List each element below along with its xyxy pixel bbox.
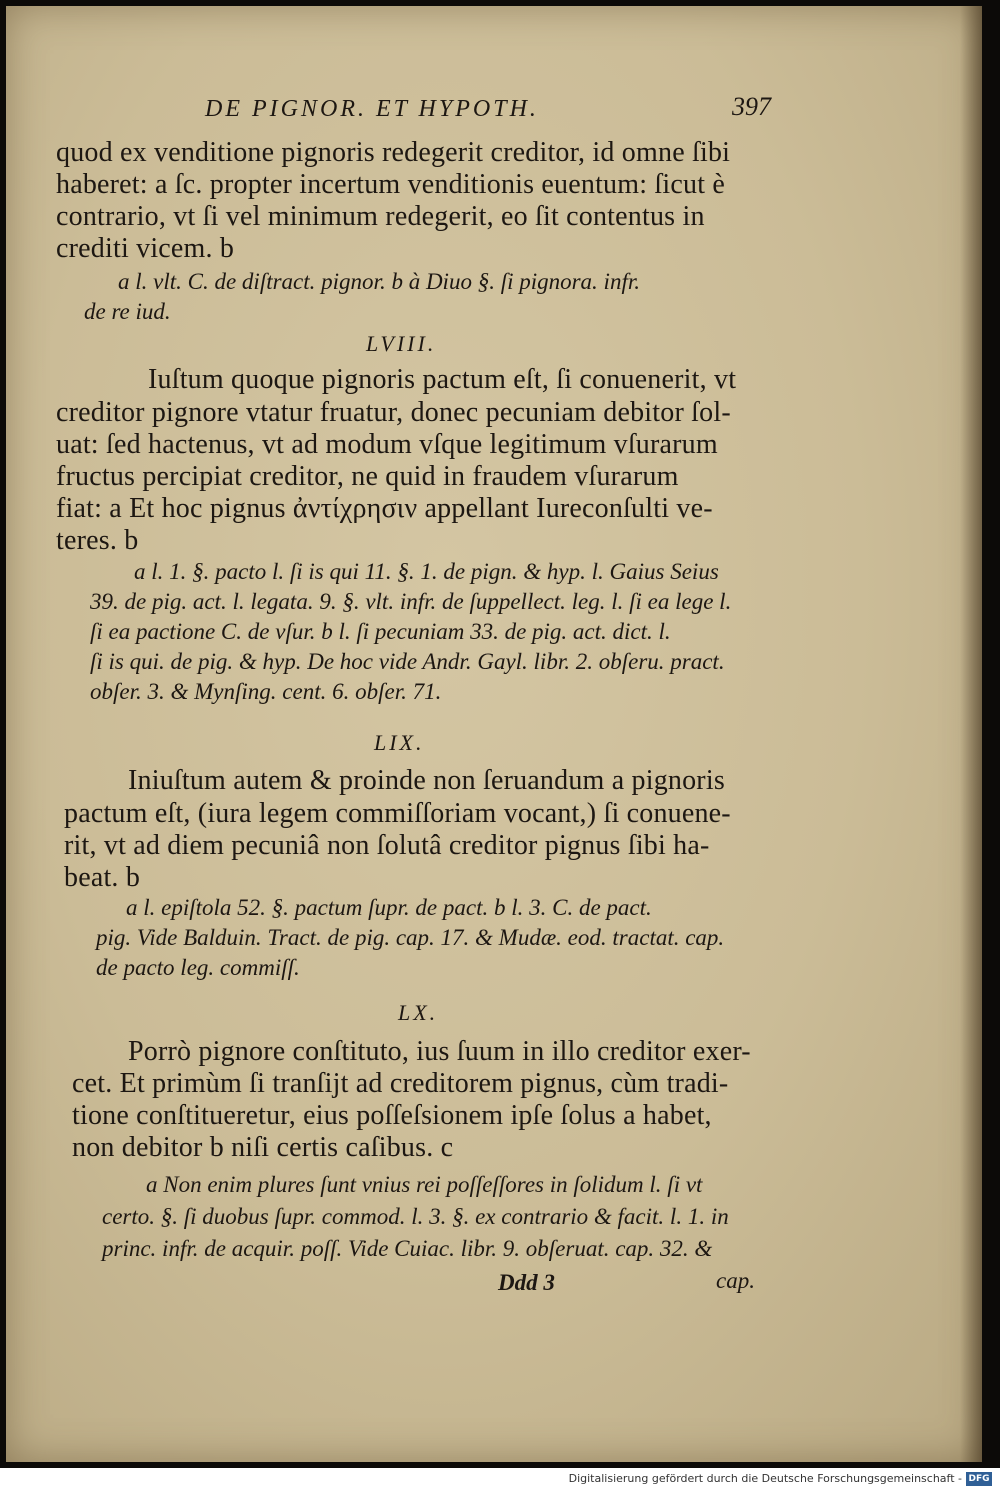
text-line: Porrò pignore conſtituto, ius ſuum in illo creditor exer- bbox=[128, 1036, 751, 1067]
section-heading: LIX. bbox=[374, 730, 425, 755]
text-line: tione conſtitueretur, eius poſſeſsionem ipſe ſolus a habet, bbox=[72, 1100, 712, 1131]
page-number: 397 bbox=[732, 92, 771, 121]
text-line: Iuſtum quoque pignoris pactum eſt, ſi conuenerit, vt bbox=[148, 364, 737, 395]
digitization-footer bbox=[0, 1468, 1000, 1491]
footnote-line: ſi is qui. de pig. & hyp. De hoc vide Andr. Gayl. libr. 2. obſeru. pract. bbox=[90, 649, 725, 674]
page-gutter-shadow bbox=[960, 6, 982, 1462]
footnote-line: a l. epiſtola 52. §. pactum ſupr. de pact. b l. 3. C. de pact. bbox=[126, 895, 652, 920]
text-line: crediti vicem. b bbox=[56, 233, 235, 264]
footnote-line: de pacto leg. commiſſ. bbox=[96, 955, 300, 980]
footnote-line: pig. Vide Balduin. Tract. de pig. cap. 17. & Mudæ. eod. tractat. cap. bbox=[96, 925, 725, 950]
section-heading: LX. bbox=[398, 1000, 439, 1025]
section-heading: LVIII. bbox=[366, 331, 437, 356]
text-line: teres. b bbox=[56, 525, 139, 556]
running-head: DE PIGNOR. ET HYPOTH. bbox=[205, 96, 539, 122]
footnote-line: certo. §. ſi duobus ſupr. commod. l. 3. §. ex contrario & facit. l. 1. in bbox=[102, 1204, 729, 1229]
text-line: Iniuſtum autem & proinde non ſeruandum a pignoris bbox=[128, 765, 725, 796]
footnote-line: a l. 1. §. pacto l. ſi is qui 11. §. 1. de pign. & hyp. l. Gaius Seius bbox=[134, 559, 719, 584]
text-line: beat. b bbox=[64, 862, 141, 893]
text-line: non debitor b niſi certis caſibus. c bbox=[72, 1132, 454, 1163]
text-line: cet. Et primùm ſi tranſijt ad creditorem pignus, cùm tradi- bbox=[72, 1068, 729, 1099]
text-line: haberet: a ſc. propter incertum venditionis euentum: ſicut è bbox=[56, 169, 726, 200]
text-line: contrario, vt ſi vel minimum redegerit, eo ſit contentus in bbox=[56, 201, 705, 232]
text-line: quod ex venditione pignoris redegerit creditor, id omne ſibi bbox=[56, 137, 731, 168]
text-line: creditor pignore vtatur fruatur, donec pecuniam debitor ſol- bbox=[56, 397, 731, 428]
signature-mark: Ddd 3 bbox=[498, 1270, 555, 1295]
footnote-line: princ. infr. de acquir. poſſ. Vide Cuiac. libr. 9. obſeruat. cap. 32. & bbox=[102, 1236, 713, 1261]
text-line: uat: ſed hactenus, vt ad modum vſque legitimum vſurarum bbox=[56, 429, 718, 460]
funding-credit: Digitalisierung gefördert durch die Deutsche Forschungsgemeinschaft - bbox=[568, 1472, 962, 1485]
footnote-line: obſer. 3. & Mynſing. cent. 6. obſer. 71. bbox=[90, 679, 442, 704]
text-line: pactum eſt, (iura legem commiſſoriam vocant,) ſi conuene- bbox=[64, 798, 731, 829]
catchword: cap. bbox=[716, 1268, 755, 1293]
text-line: rit, vt ad diem pecuniâ non ſolutâ creditor pignus ſibi ha- bbox=[64, 830, 710, 861]
footnote-line: ſi ea pactione C. de vſur. b l. ſi pecuniam 33. de pig. act. dict. l. bbox=[90, 619, 671, 644]
footnote-line: 39. de pig. act. l. legata. 9. §. vlt. infr. de ſuppellect. leg. l. ſi ea lege l. bbox=[90, 589, 732, 614]
footnote-line: a Non enim plures ſunt vnius rei poſſeſſores in ſolidum l. ſi vt bbox=[146, 1172, 703, 1197]
text-line: fiat: a Et hoc pignus ἀντίχρησιν appellant Iureconſulti ve- bbox=[56, 493, 713, 524]
dfg-logo: DFG bbox=[966, 1472, 992, 1486]
footnote-line: a l. vlt. C. de diſtract. pignor. b à Diuo §. ſi pignora. infr. bbox=[118, 269, 640, 294]
footnote-line: de re iud. bbox=[84, 299, 171, 324]
text-line: fructus percipiat creditor, ne quid in fraudem vſurarum bbox=[56, 461, 679, 492]
